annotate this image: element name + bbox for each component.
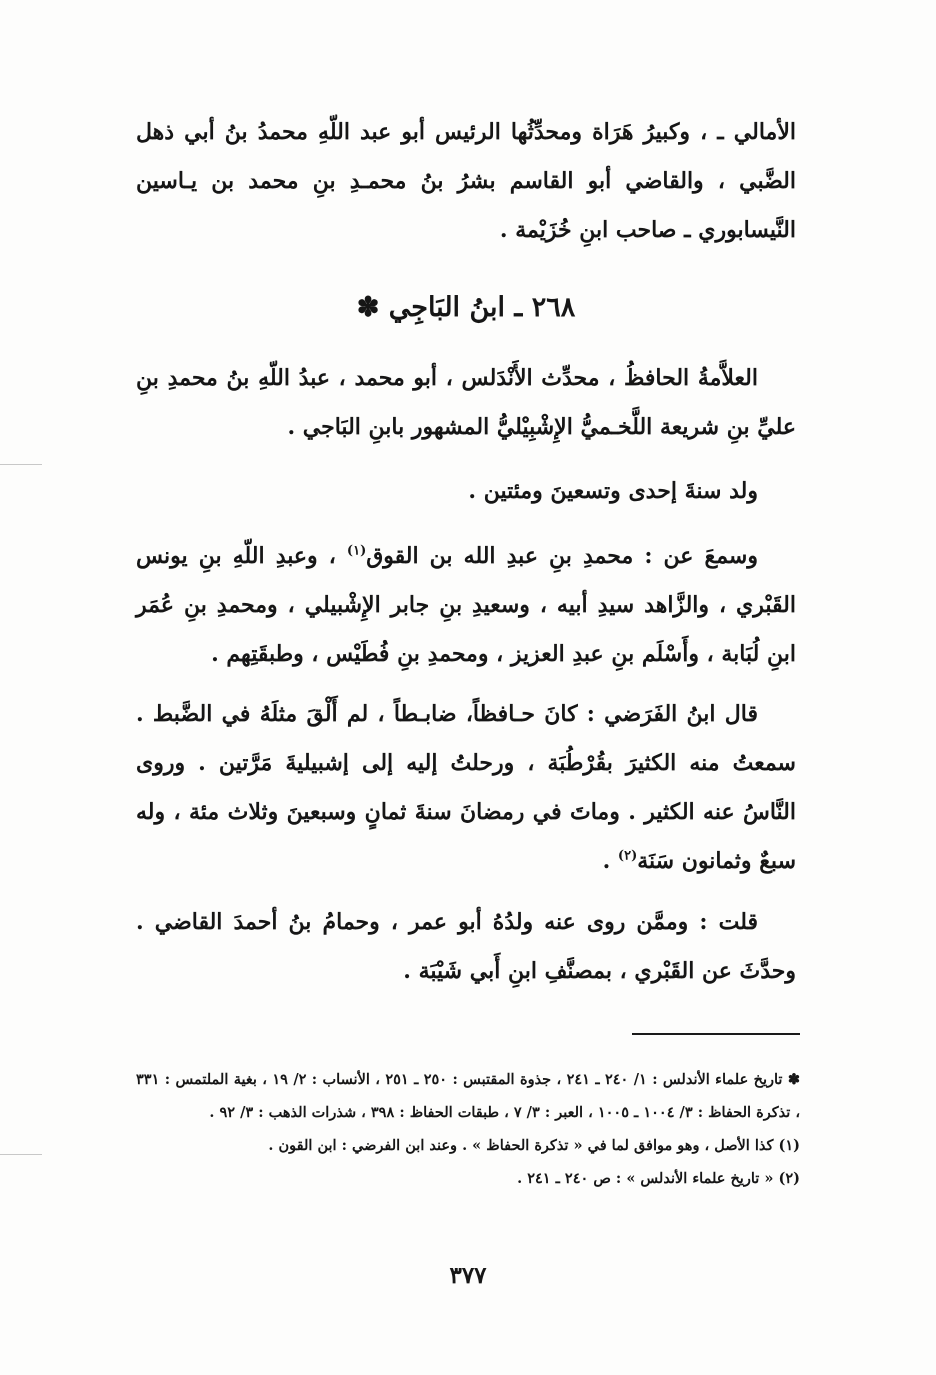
footnote-1: (١) كذا الأصل ، وهو موافق لما في « تذكرة الحفاظ » . وعند ابن الفرضي : ابن القون .	[268, 1137, 800, 1154]
previous-entry-ending	[136, 108, 796, 255]
entry-paragraph-intro: العلاَّمةُ الحافظُ ، محدِّث الأَنْدَلس ، أبو محمد ، عبدُ اللّهِ بنُ محمدِ بنِ عليِّ بنِ شريعة اللَّخـميُّ الإِشْبِيْليُّ المشهور بابنِ البَاجي .	[136, 365, 796, 440]
teachers-text-rest: ، وعبدِ اللّهِ بنِ يونس القَبْري ، والزَّاهد سيدِ أبيه ، وسعيدِ بنِ جابر الإِشْبيلي ، ومحمدِ بنِ عُمَر ابنِ لُبَابة ، وأَسْلَم بنِ عبدِ العزيز ، ومحمدِ بنِ فُطَيْس ، وطبقَتِهم .	[136, 543, 796, 667]
footnote-2: (٢) « تاريخ علماء الأندلس » : ص ٢٤٠ ـ ٢٤١ .	[517, 1170, 800, 1187]
page-number: ٣٧٧	[449, 1262, 487, 1289]
continuation-paragraph: الأمالي ـ ، وكبيرُ هَرَاة ومحدِّثُها الرئيس أبو عبد اللّهِ محمدُ بنُ أبي ذهل الضَّبي ، والقاضي أبو القاسم بشرُ بنُ محمـدِ بنِ محمد بن يـاسين النَّيسابوري ـ صاحب ابنِ خُزَيْمة .	[136, 119, 796, 243]
entry-paragraph-comment: قلت : وممَّن روى عنه ولدُهُ أبو عمر ، وحمامُ بنُ أحمدَ القاضي . وحدَّثَ عن القَبْري ، بمصنَّفِ ابنِ أَبي شَيْبَة .	[136, 909, 796, 984]
footnote-ref-1[interactable]: (١)	[346, 543, 367, 559]
footnote-ref-2[interactable]: (٢)	[617, 848, 638, 864]
footnotes	[136, 1063, 800, 1195]
footnote-sources: ✽ تاريخ علماء الأندلس : ١/ ٢٤٠ ـ ٢٤١ ، جذوة المقتبس : ٢٥٠ ـ ٢٥١ ، الأنساب : ٢/ ١٩ ، بغية الملتمس : ٣٣١ ، تذكرة الحفاظ : ٣/ ١٠٠٤ ـ ١٠٠٥ ، العبر : ٣/ ٧ ، طبقات الحفاظ : ٣٩٨ ، شذرات الذهب : ٣/ ٩٢ .	[136, 1071, 800, 1121]
entry-paragraph-birth: ولد سنةَ إحدى وتسعينَ ومئتين .	[468, 478, 758, 504]
entry-heading: ٢٦٨ ـ ابنُ البَاجِي ✽	[356, 292, 576, 323]
scan-edge-mark	[0, 464, 42, 465]
entry-paragraph-teachers	[136, 532, 796, 679]
entry-paragraph-quote	[136, 690, 796, 886]
teachers-text-start: وسمعَ عن : محمدِ بنِ عبدِ الله بن القوق	[366, 543, 758, 569]
footnote-separator	[632, 1033, 800, 1035]
quote-text: قال ابنُ الفَرَضي : كانَ حـافظاً، ضابـطاً ، لم أَلْقَ مثلَهُ في الضَّبط . سمعتُ منه الكثيرَ بقُرْطُبَة ، ورحلتُ إليه إلى إشبيليةَ مَرَّتين . وروى النَّاسُ عنه الكثير . وماتَ في رمضانَ سنةَ ثمانٍ وسبعينَ وثلاث مئة ، وله سبعٌ وثمانون سَنَة	[136, 701, 796, 874]
quote-text-end: .	[602, 848, 618, 874]
entry-body	[136, 354, 796, 996]
scan-edge-mark	[0, 1154, 42, 1155]
